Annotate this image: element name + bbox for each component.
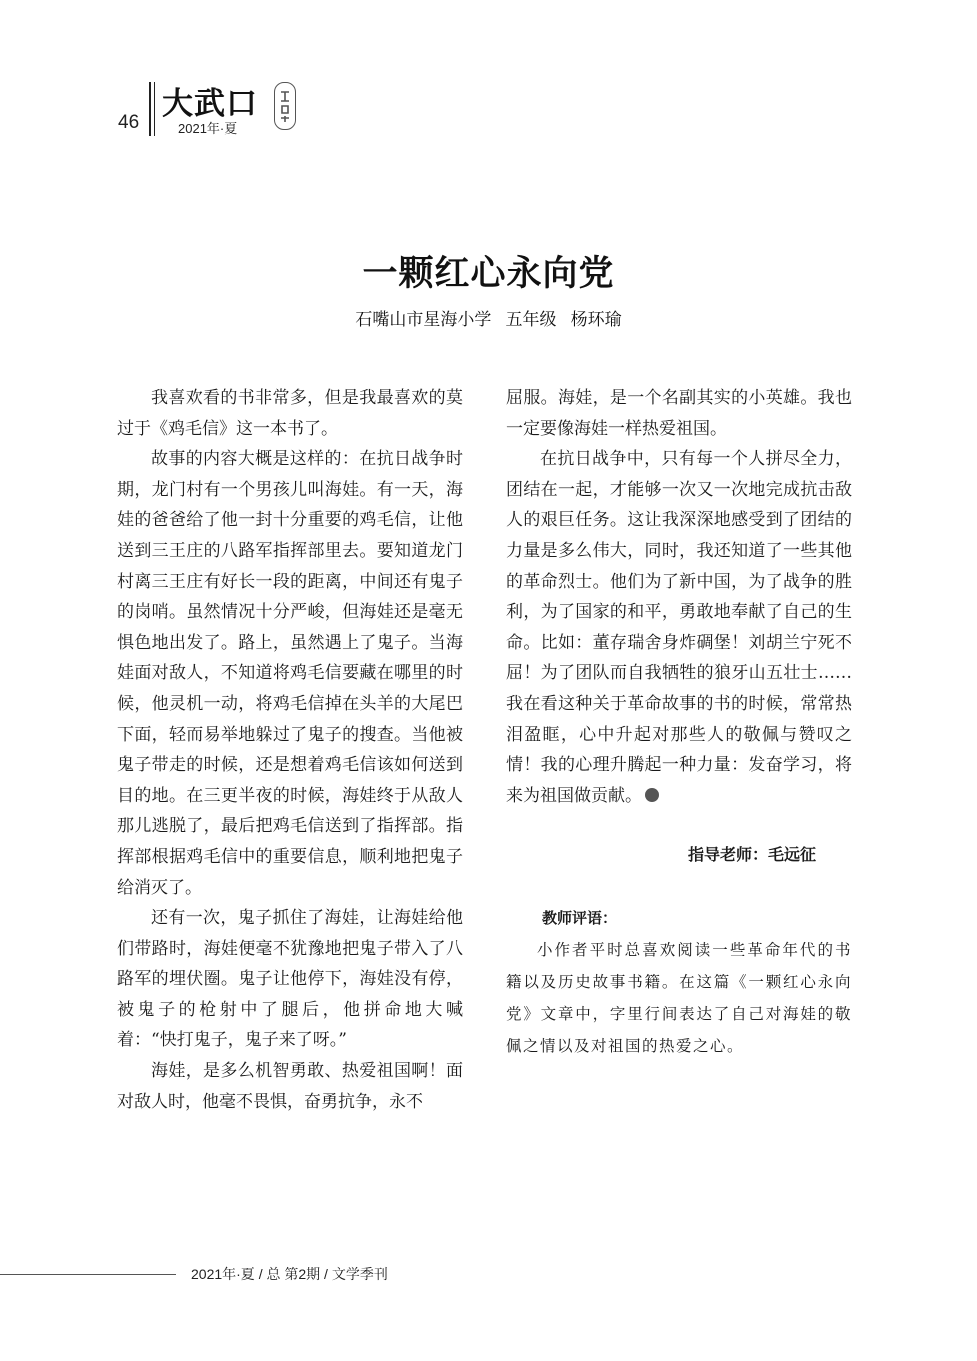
comment-label: 教师评语：: [542, 909, 618, 927]
header-divider-thin: [154, 82, 155, 136]
article-title: 一颗红心永向党: [362, 253, 615, 295]
paragraph: 还有一次，鬼子抓住了海娃，让海娃给他们带路时，海娃便毫不犹豫地把鬼子带入了八路军的埋伏圈。鬼子让他停下，海娃没有停，被鬼子的枪射中了腿后，他拼命地大喊着：“快打鬼子，鬼子来了呀。”: [117, 908, 463, 1051]
paragraph: 我喜欢看的书非常多，但是我最喜欢的莫过于《鸡毛信》这一本书了。: [117, 388, 463, 439]
page-footer: 2021年·夏 / 总 第2期 / 文学季刊: [191, 1266, 388, 1282]
footer-rule: [0, 1274, 176, 1275]
header-divider: [149, 82, 151, 136]
left-column: [117, 383, 463, 1117]
paragraph-text: 在抗日战争中，只有每一个人拼尽全力，团结在一起，才能够一次又一次地完成抗击敌人的艰巨任务。这让我深深地感受到了团结的力量是多么伟大，同时，我还知道了一些其他的革命烈士。他们为了新中国，为了战争的胜利，为了国家的和平，勇敢地奉献了自己的生命。比如：董存瑞舍身炸碉堡！刘胡兰宁死不屈！为了团队而自我牺牲的狼牙山五壮士……我在看这种关于革命故事的书的时候，常常热泪盈眶，心中升起对那些人的敬佩与赞叹之情！我的心理升腾起一种力量：发奋学习，将来为祖国做贡献。: [506, 449, 852, 806]
seal-icon: [274, 82, 296, 130]
advisor-credit: 指导老师：毛远征: [687, 847, 816, 865]
paragraph: [506, 444, 852, 811]
teacher-comment: 小作者平时总喜欢阅读一些革命年代的书籍以及历史故事书籍。在这篇《一颗红心永向党》文章中，字里行间表达了自己对海娃的敬佩之情以及对祖国的热爱之心。: [506, 940, 852, 1055]
end-mark-icon: [645, 788, 659, 802]
issue-label: 2021年·夏: [178, 121, 238, 136]
paragraph: 海娃，是多么机智勇敢、热爱祖国啊！面对敌人时，他毫不畏惧，奋勇抗争，永不: [117, 1061, 463, 1112]
right-column: [506, 383, 852, 1062]
page-number: 46: [118, 112, 140, 133]
article-byline: 石嘴山市星海小学 五年级 杨环瑜: [355, 310, 622, 329]
paragraph-continuation: 屈服。海娃，是一个名副其实的小英雄。我也一定要像海娃一样热爱祖国。: [506, 388, 852, 439]
magazine-name: 大武口: [162, 86, 258, 122]
paragraph: 故事的内容大概是这样的：在抗日战争时期，龙门村有一个男孩儿叫海娃。有一天，海娃的爸爸给了他一封十分重要的鸡毛信，让他送到三王庄的八路军指挥部里去。要知道龙门村离三王庄有好长一段的距离，中间还有鬼子的岗哨。虽然情况十分严峻，但海娃还是毫无惧色地出发了。路上，虽然遇上了鬼子。当海娃面对敌人，不知道将鸡毛信要藏在哪里的时候，他灵机一动，将鸡毛信掉在头羊的大尾巴下面，轻而易举地躲过了鬼子的搜查。当他被鬼子带走的时候，还是想着鸡毛信该如何送到目的地。在三更半夜的时候，海娃终于从敌人那儿逃脱了，最后把鸡毛信送到了指挥部。指挥部根据鸡毛信中的重要信息，顺利地把鬼子给消灭了。: [117, 449, 463, 898]
